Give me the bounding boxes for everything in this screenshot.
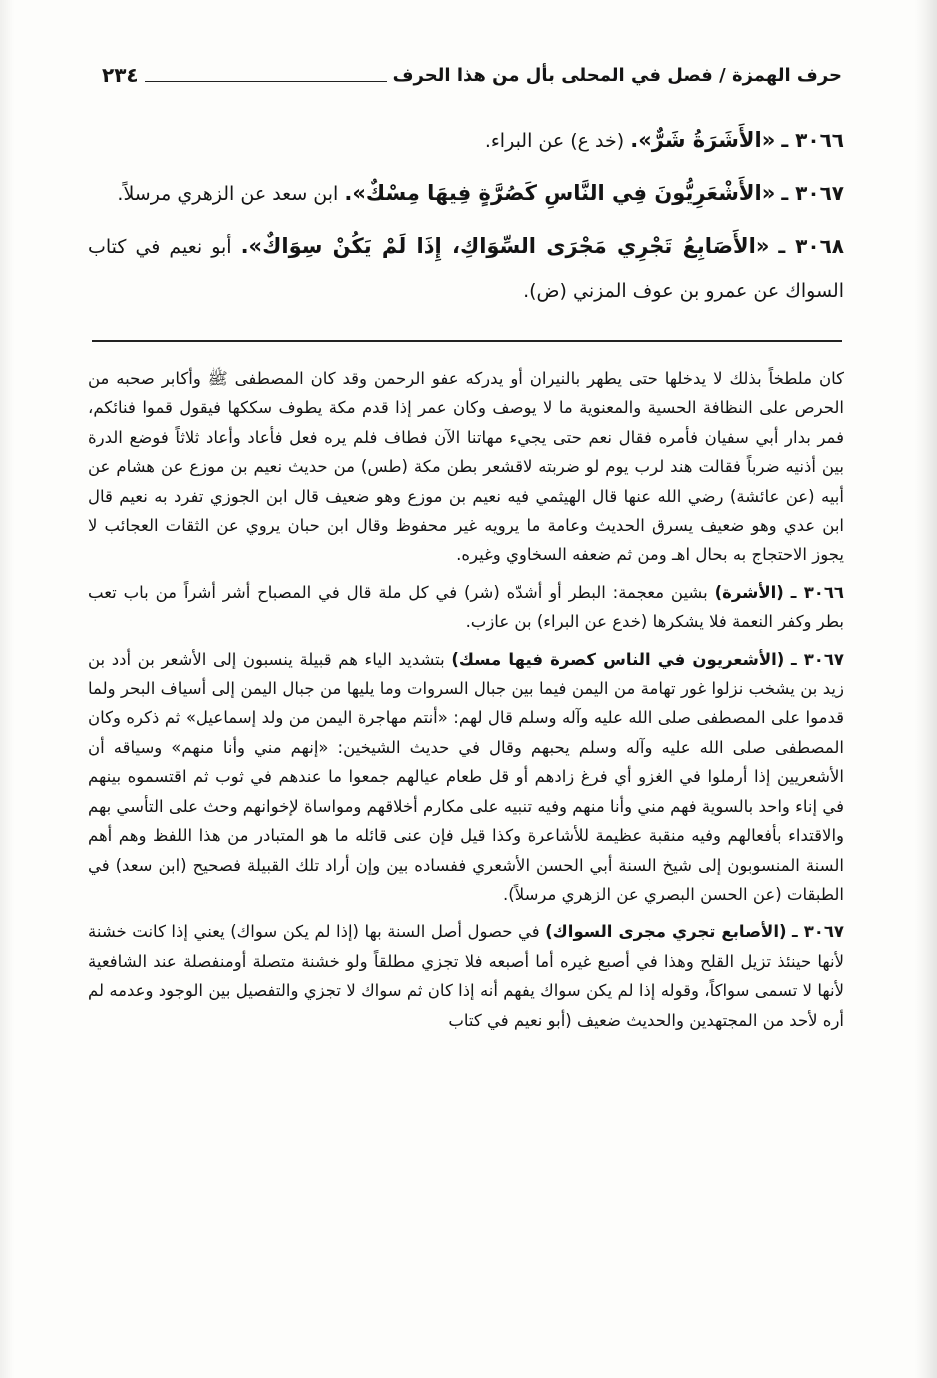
header-rule xyxy=(145,81,387,82)
commentary-body: كان ملطخاً بذلك لا يدخلها حتى يطهر بالنيران أو يدركه عفو الرحمن وقد كان المصطفى ﷺ وأكابر صحبه من الحرص على النظافة الحسية والمعنوية ما لا يوصف وكان عمر إذا قدم مكة يطوف سككها فيقول قموا فنائكم، فمر بدار أبي سفيان فأمره فقال نعم حتى يجيء مهاتنا الآن فطاف فلم يره فعل فأعاد وأعاد ثلاثاً فوضع الدرة بين أذنيه ضرباً فقالت هند لرب يوم لو ضربته لاقشعر بطن مكة (طس) من حديث نعيم بن موزع عن هشام عن أبيه (عن عائشة) رضي الله عنها قال الهيثمي فيه نعيم بن موزع وهو ضعيف قال ابن الجوزي تفرد به نعيم قال ابن عدي وهو ضعيف يسرق الحديث وعامة ما يرويه غير محفوظ وقال ابن حبان يروي عن الثقات العجائب لا يجوز الاحتجاج به بحال اهـ ومن ثم ضعفه السخاوي وغيره. xyxy=(88,369,844,565)
commentary-body: في حصول أصل السنة بها (إذا لم يكن سواك) يعني إذا كانت خشنة لأنها حينئذ تزيل القلح وهذا في أصبع غيره أما أصبعه فلا تجزي مطلقاً ولو خشنة متصلة أومنفصلة عند الشافعية لأنها لا تسمى سواكاً، وقوله إذا لم يكن سواك يفهم أنه إذا كان ثم سواك لا تجزي والتفصيل بين الوجود وعدمه لم أره لأحد من المجتهدين والحديث ضعيف (أبو نعيم في كتاب xyxy=(88,922,844,1030)
hadith-number: ٣٠٦٦ ـ xyxy=(781,128,844,152)
scan-shadow-left xyxy=(0,0,14,1378)
commentary-number: ٣٠٦٦ ـ xyxy=(790,582,844,602)
commentary-heading: (الأصابع تجري مجرى السواك) xyxy=(545,922,787,942)
page-number: ٢٣٤ xyxy=(102,63,139,87)
hadith-source: أبو نعيم في كتاب السواك عن عمرو بن عوف المزني (ض). xyxy=(88,236,844,302)
commentary-heading: (الأشرة) xyxy=(714,582,784,602)
commentary-paragraph xyxy=(88,364,844,570)
hadith-list xyxy=(88,118,844,321)
commentary-paragraph xyxy=(88,917,844,1035)
section-divider xyxy=(92,340,842,342)
hadith-3067 xyxy=(88,171,844,216)
scan-shadow-right xyxy=(915,0,937,1378)
commentary-number: ٣٠٦٧ ـ xyxy=(790,649,844,669)
commentary-body: بتشديد الياء هم قبيلة ينسبون إلى الأشعر بن أدد بن زيد بن يشخب نزلوا غور تهامة من اليمن فيما بين جبال السروات وما يليها من جبال اليمن إلى أسياف البحر ولما قدموا على المصطفى صلى الله عليه وآله وسلم قال لهم: «أنتم مهاجرة اليمن من ولد إسماعيل» ثم ذكره وكان المصطفى صلى الله عليه وآله وسلم يحبهم وقال في حديث الشيخين: «إنهم مني وأنا منهم» وسياقه أن الأشعريين إذا أرملوا في الغزو أي فرغ زادهم أو قل طعام عيالهم جمعوا ما عندهم في ثوب ثم اقتسموه بينهم في إناء واحد بالسوية فهم مني وأنا منهم وفيه تنبيه على مكارم أخلاقهم ومواساة لإخوانهم وحث على التأسي بهم والاقتداء بأفعالهم وفيه منقبة عظيمة للأشاعرة وكذا قيل فإن عنى قائله ما هو المتبادر من هذا اللفظ وهم أهم السنة المنسوبون إلى شيخ السنة أبي الحسن الأشعري ففساده بين وإن أراد تلك القبيلة فصحيح (ابن سعد) في الطبقات (عن الحسن البصري عن الزهري مرسلاً). xyxy=(88,649,844,904)
hadith-text: «الأَصَابِعُ تَجْرِي مَجْرَى السِّوَاكِ، إِذَا لَمْ يَكُنْ سِوَاكٌ». xyxy=(240,234,770,258)
commentary-section xyxy=(88,364,844,1043)
running-header xyxy=(90,58,842,92)
hadith-text: «الأَشْعَرِيُّونَ فِي النَّاسِ كَصُرَّةٍ فِيهَا مِسْكٌ». xyxy=(344,181,776,205)
hadith-source: (خد ع) عن البراء. xyxy=(484,130,625,152)
hadith-3066 xyxy=(88,118,844,163)
hadith-3068 xyxy=(88,224,844,313)
hadith-number: ٣٠٦٧ ـ xyxy=(781,181,844,205)
commentary-paragraph xyxy=(88,645,844,910)
hadith-number: ٣٠٦٨ ـ xyxy=(778,234,844,258)
commentary-paragraph xyxy=(88,578,844,637)
commentary-number: ٣٠٦٧ ـ xyxy=(792,922,844,942)
commentary-body: بشين معجمة: البطر أو أشدّه (شر) في كل ملة قال في المصباح أشر أشراً من باب تعب بطر وكفر النعمة فلا يشكرها (خدع عن البراء) بن عازب. xyxy=(88,582,844,632)
header-title: حرف الهمزة / فصل في المحلى بأل من هذا الحرف xyxy=(392,64,842,86)
hadith-text: «الأَشَرَةُ شَرٌّ». xyxy=(630,128,776,152)
commentary-heading: (الأشعريون في الناس كصرة فيها مسك) xyxy=(451,649,785,669)
hadith-source: ابن سعد عن الزهري مرسلاً. xyxy=(117,183,339,205)
